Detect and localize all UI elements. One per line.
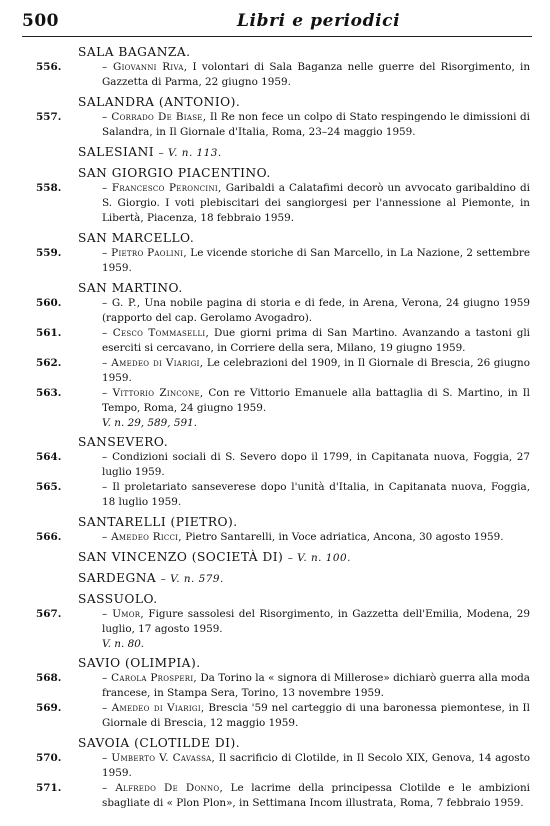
bibliography-entry <box>0 480 550 510</box>
entry-number: 562. <box>36 357 62 369</box>
page-number: 500 <box>22 11 59 31</box>
header-rule <box>22 36 532 37</box>
entry-text <box>102 246 530 276</box>
subject-heading: SASSUOLO. <box>78 592 158 606</box>
bibliography-entry <box>0 701 550 731</box>
entry-citation: Con re Vittorio Emanuele alla battaglia di S. Martino, in Il Tempo, Roma, 24 giugno 1959. <box>102 387 530 414</box>
entry-number: 563. <box>36 387 62 399</box>
bibliography-entry <box>0 296 550 326</box>
bibliography-entry <box>0 181 550 226</box>
entry-author: – Pietro Paolini, <box>102 247 187 259</box>
entry-number: 570. <box>36 752 62 764</box>
subject-heading: SAVIO (OLIMPIA). <box>78 656 201 670</box>
bibliography-entry <box>0 450 550 480</box>
entry-citation: Il proletariato sanseverese dopo l'unità d'Italia, in Capitanata nuova, Foggia, 18 luglio 1959. <box>102 481 530 508</box>
entry-text <box>102 701 530 731</box>
entry-author: – Umor, <box>102 608 144 620</box>
cross-reference: – V. n. 100. <box>287 552 351 564</box>
entry-author: – Amedeo di Viarigi, <box>102 702 205 714</box>
entry-number: 567. <box>36 608 62 620</box>
entry-number: 569. <box>36 702 62 714</box>
entry-number: 571. <box>36 782 62 794</box>
cross-reference: V. n. 80. <box>102 638 145 650</box>
entry-author: – G. P., <box>102 297 141 309</box>
entry-number: 568. <box>36 672 62 684</box>
subject-heading: SAN MARCELLO. <box>78 231 195 245</box>
subject-heading-label: SARDEGNA <box>78 571 157 585</box>
bibliography-entry <box>0 386 550 416</box>
entry-text <box>102 356 530 386</box>
entry-author: – Vittorio Zincone, <box>102 387 204 399</box>
entry-citation: Brescia '59 nel carteggio di una baronessa piemontese, in Il Giornale di Brescia, 12 maggio 1959. <box>102 702 530 729</box>
entry-author: – Cesco Tommaselli, <box>102 327 210 339</box>
entry-citation: Le lacrime della principessa Clotilde e le ambizioni sbagliate di « Plon Plon», in Settimana Incom illustrata, Roma, 7 febbraio 1959. <box>102 782 530 809</box>
cross-reference: V. n. 29, 589, 591. <box>102 417 197 429</box>
entry-citation: Due giorni prima di San Martino. Avanzando a tastoni gli eserciti si cercavano, in Corriere della sera, Milano, 19 giugno 1959. <box>102 327 531 354</box>
entry-author: – <box>102 481 108 493</box>
entry-number: 560. <box>36 297 62 309</box>
entry-text <box>102 386 530 416</box>
subject-heading-label: SAN VINCENZO (SOCIETÀ DI) <box>78 550 284 564</box>
subject-heading: SALANDRA (ANTONIO). <box>78 95 241 109</box>
entry-citation: I volontari di Sala Baganza nelle guerre del Risorgimento, in Gazzetta di Parma, 22 giugno 1959. <box>102 61 531 88</box>
bibliography-entry <box>0 356 550 386</box>
bibliography-entry <box>0 530 550 545</box>
entry-author: – Giovanni Riva, <box>102 61 188 73</box>
entry-text <box>102 296 530 326</box>
cross-reference: – V. n. 579. <box>160 573 224 585</box>
entry-text <box>102 480 530 510</box>
entry-text <box>102 181 530 226</box>
running-title: Libri e periodici <box>237 11 401 31</box>
entry-text <box>102 671 530 701</box>
subject-heading-with-crossref <box>0 570 550 587</box>
entry-text <box>102 60 530 90</box>
subject-heading: SANTARELLI (PIETRO). <box>78 515 238 529</box>
entry-text <box>102 450 530 480</box>
entry-citation: Pietro Santarelli, in Voce adriatica, Ancona, 30 agosto 1959. <box>185 531 504 543</box>
entry-citation: Le vicende storiche di San Marcello, in La Nazione, 2 settembre 1959. <box>102 247 530 274</box>
entry-text <box>102 607 530 637</box>
bibliography-entry <box>0 246 550 276</box>
entry-author: – Amedeo Ricci, <box>102 531 182 543</box>
bibliography-entry <box>0 751 550 781</box>
subject-heading: SALA BAGANZA. <box>78 45 191 59</box>
entry-citation: Condizioni sociali di S. Severo dopo il 1799, in Capitanata nuova, Foggia, 27 luglio 1959. <box>102 451 530 478</box>
entry-citation: Garibaldi a Calatafimi decorò un avvocato garibaldino di S. Giorgio. I voti plebiscitari dei sangiorgesi per l'annessione al Piemonte, in Libertà, Piacenza, 18 febbraio 1959. <box>102 182 530 224</box>
bibliography-entry <box>0 60 550 90</box>
entry-number: 557. <box>36 111 62 123</box>
entry-citation: Il Re non fece un colpo di Stato respingendo le dimissioni di Salandra, in Il Giornale d'Italia, Roma, 23–24 maggio 1959. <box>102 111 530 138</box>
page-header <box>22 11 532 33</box>
entry-text <box>102 530 530 545</box>
entry-citation: Il sacrificio di Clotilde, in Il Secolo XIX, Genova, 14 agosto 1959. <box>102 752 530 779</box>
entry-author: – Alfredo De Donno, <box>102 782 224 794</box>
bibliography-entry <box>0 671 550 701</box>
subject-heading: SAN GIORGIO PIACENTINO. <box>78 166 271 180</box>
entry-citation: Le celebrazioni del 1909, in Il Giornale di Brescia, 26 giugno 1959. <box>102 357 531 384</box>
subject-heading: SAVOIA (CLOTILDE DI). <box>78 736 241 750</box>
subject-heading-with-crossref <box>0 144 550 161</box>
entry-citation: Una nobile pagina di storia e di fede, in Arena, Verona, 24 giugno 1959 (rapporto del cap. Gerolamo Avogadro). <box>102 297 530 324</box>
entry-text <box>102 751 530 781</box>
entry-number: 566. <box>36 531 62 543</box>
entry-number: 564. <box>36 451 62 463</box>
entry-text <box>102 110 530 140</box>
cross-reference: – V. n. 113. <box>158 147 222 159</box>
bibliography-list <box>0 44 550 811</box>
entry-author: – Carola Prosperi, <box>102 672 197 684</box>
entry-number: 559. <box>36 247 62 259</box>
entry-author: – Amedeo di Viarigi, <box>102 357 204 369</box>
entry-citation: Da Torino la « signora di Millerose» dichiarò guerra alla moda francese, in Stampa Sera, Torino, 13 novembre 1959. <box>102 672 530 699</box>
entry-number: 556. <box>36 61 62 73</box>
subject-heading: SANSEVERO. <box>78 435 169 449</box>
subject-heading: SAN MARTINO. <box>78 281 183 295</box>
bibliography-entry <box>0 110 550 140</box>
entry-text <box>102 326 530 356</box>
subject-heading-with-crossref <box>0 549 550 566</box>
entry-author: – Umberto V. Cavassa, <box>102 752 216 764</box>
entry-number: 558. <box>36 182 62 194</box>
entry-author: – <box>102 451 108 463</box>
entry-author: – Francesco Peroncini, <box>102 182 222 194</box>
bibliography-entry <box>0 607 550 637</box>
bibliography-entry <box>0 781 550 811</box>
entry-number: 565. <box>36 481 62 493</box>
entry-text <box>102 781 530 811</box>
bibliography-entry <box>0 326 550 356</box>
entry-author: – Corrado De Biase, <box>102 111 207 123</box>
entry-citation: Figure sassolesi del Risorgimento, in Gazzetta dell'Emilia, Modena, 29 luglio, 17 agosto 1959. <box>102 608 530 635</box>
subject-heading-label: SALESIANI <box>78 145 155 159</box>
entry-number: 561. <box>36 327 62 339</box>
